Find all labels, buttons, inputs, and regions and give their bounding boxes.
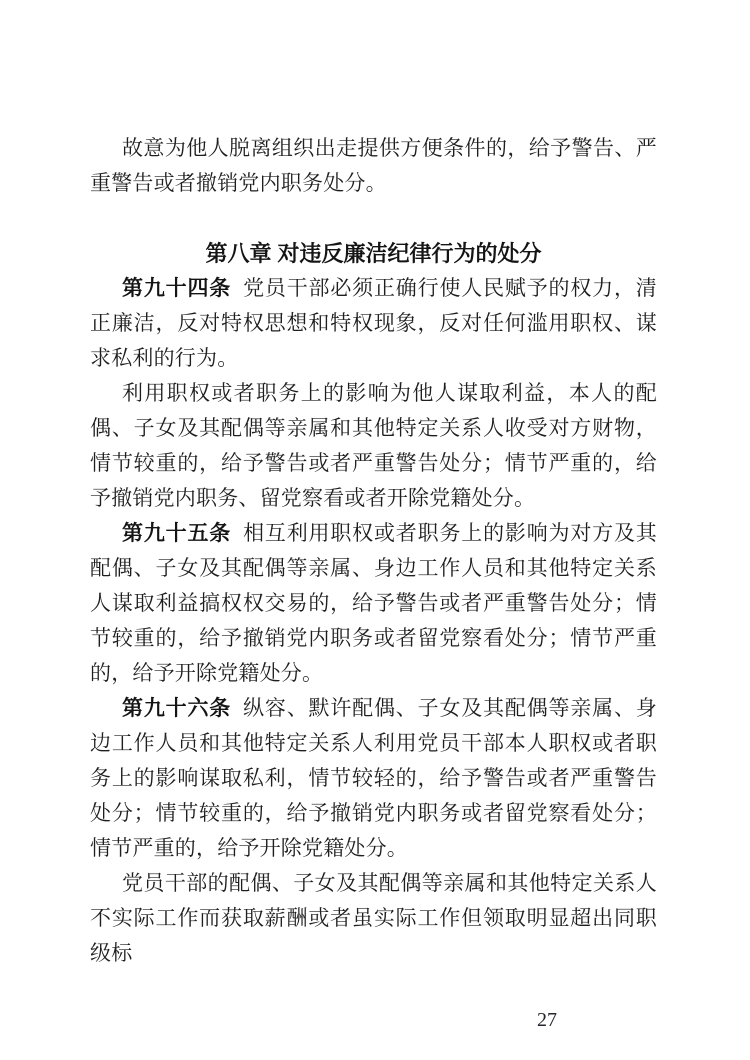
article-96-number: 第九十六条 — [122, 696, 232, 720]
article-96-opening-paragraph — [90, 691, 657, 866]
chapter-heading: 第八章 对违反廉洁纪律行为的处分 — [205, 241, 542, 266]
article-96-text: 纵容、默许配偶、子女及其配偶等亲属、身边工作人员和其他特定关系人利用党员干部本人职权或者职务上的影响谋取私利，情节较轻的，给予警告或者严重警告处分；情节较重的，给予撤销党内职务或者留党察看处分；情节严重的，给予开除党籍处分。 — [90, 696, 657, 860]
page-number: 27 — [537, 1009, 557, 1031]
article-94-opening-paragraph — [90, 271, 657, 376]
intro-paragraph: 故意为他人脱离组织出走提供方便条件的，给予警告、严重警告或者撤销党内职务处分。 — [90, 136, 657, 195]
article-94-text: 党员干部必须正确行使人民赋予的权力，清正廉洁，反对特权思想和特权现象，反对任何滥用职权、谋求私利的行为。 — [90, 276, 657, 370]
article-94-paragraph-2: 利用职权或者职务上的影响为他人谋取利益，本人的配偶、子女及其配偶等亲属和其他特定关系人收受对方财物，情节较重的，给予警告或者严重警告处分；情节严重的，给予撤销党内职务、留党察看或者开除党籍处分。 — [90, 381, 657, 510]
article-95-number: 第九十五条 — [122, 521, 232, 545]
article-95-opening-paragraph — [90, 516, 657, 691]
article-94-number: 第九十四条 — [122, 276, 232, 300]
article-96-paragraph-2-truncated: 党员干部的配偶、子女及其配偶等亲属和其他特定关系人不实际工作而获取薪酬或者虽实际工作但领取明显超出同职级标 — [90, 871, 657, 965]
article-95-text: 相互利用职权或者职务上的影响为对方及其配偶、子女及其配偶等亲属、身边工作人员和其他特定关系人谋取利益搞权权交易的，给予警告或者严重警告处分；情节较重的，给予撤销党内职务或者留党察看处分；情节严重的，给予开除党籍处分。 — [90, 521, 657, 685]
page-footer — [90, 1007, 657, 1033]
